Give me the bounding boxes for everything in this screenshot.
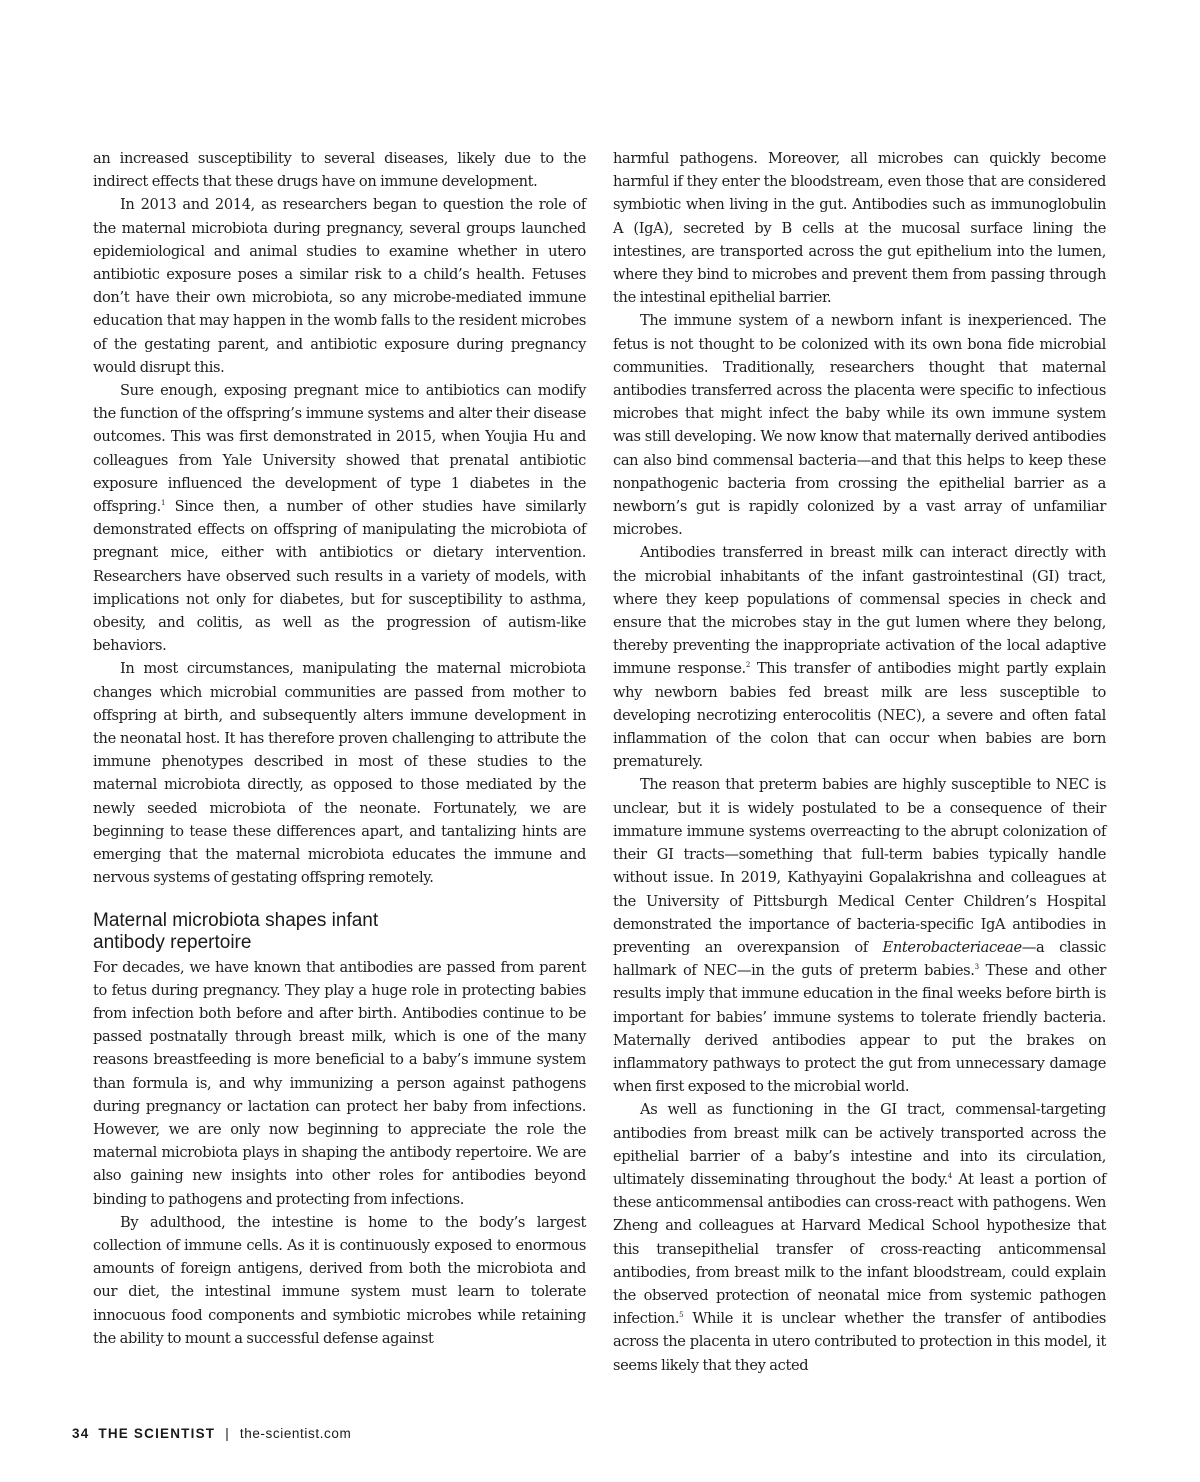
section-heading-line: antibody repertoire — [93, 931, 252, 953]
paragraph: harmful pathogens. Moreover, all microbes can quickly become harmful if they enter the bloodstream, even those that are considered symbiotic when living in the gut. Antibodies such as immunoglobulin A (IgA), secreted by B cells at the mucosal surface lining the intestines, are transported across the gut epithelium into the lumen, where they bind to microbes and prevent them from passing through the intestinal epithelial barrier. — [613, 150, 1106, 307]
paragraph — [613, 773, 1106, 1098]
paragraph: In most circumstances, manipulating the maternal microbiota changes which microbial communities are passed from mother to offspring at birth, and subsequently alters immune development in the neonatal host. It has therefore proven challenging to attribute the immune phenotypes described in most of these studies to the maternal microbiota directly, as opposed to those mediated by the newly seeded microbiota of the neonate. Fortunately, we are beginning to tease these differences apart, and tantalizing hints are emerging that the maternal microbiota educates the immune and nervous systems of gestating offspring remotely. — [93, 660, 586, 887]
reference-marker: 4 — [947, 1171, 952, 1180]
paragraph: The immune system of a newborn infant is inexperienced. The fetus is not thought to be colonized with its own bona fide microbial communities. Traditionally, researchers thought that maternal antibodies transferred across the placenta were specific to infectious microbes that might infect the baby while its own immune system was still developing. We now know that maternally derived antibodies can also bind commensal bacteria—and that this helps to keep these nonpathogenic bacteria from crossing the epithelial barrier as a newborn’s gut is rapidly colonized by a vast array of unfamiliar microbes. — [613, 312, 1106, 539]
reference-marker: 2 — [745, 661, 750, 670]
reference-marker: 1 — [160, 499, 166, 508]
paragraph-text: Antibodies transferred in breast milk can interact directly with the microbial inhabitants of the infant gastrointestinal (GI) tract, where they keep populations of commensal species in check and ensure that the microbes stay in the gut lumen where they belong, thereby preventing the inappropriate activation of the local adaptive immune response. — [613, 544, 1106, 678]
paragraph — [613, 1098, 1106, 1376]
paragraph-text: While it is unclear whether the transfer of antibodies across the placenta in utero contributed to protection in this model, it seems likely that they acted — [613, 1310, 1106, 1374]
paragraph-text: Sure enough, exposing pregnant mice to antibiotics can modify the function of the offspring’s immune systems and alter their disease outcomes. This was first demonstrated in 2015, when Youjia Hu and colleagues from Yale University showed that prenatal antibiotic exposure influenced the development of type 1 diabetes in the offspring. — [93, 382, 586, 516]
italic-term: Enterobacteriaceae — [882, 938, 1022, 956]
paragraph — [93, 379, 586, 657]
paragraph: an increased susceptibility to several diseases, likely due to the indirect effects that these drugs have on immune development. — [93, 150, 586, 191]
page-number: 34 — [72, 1426, 90, 1441]
section-heading — [93, 910, 586, 954]
paragraph-text: This transfer of antibodies might partly explain why newborn babies fed breast milk are less susceptible to developing necrotizing enterocolitis (NEC), a severe and often fatal inflammation of the colon that can occur when babies are born prematurely. — [613, 660, 1106, 771]
paragraph: For decades, we have known that antibodies are passed from parent to fetus during pregnancy. They play a huge role in protecting babies from infection both before and after birth. Antibodies continue to be passed postnatally through breast milk, which is one of the many reasons breastfeeding is more beneficial to a baby’s immune system than formula is, and why immunizing a person against pathogens during pregnancy or lactation can protect her baby from infections. However, we are only now beginning to appreciate the role the maternal microbiota plays in shaping the antibody repertoire. We are also gaining new insights into other roles for antibodies beyond binding to pathogens and protecting from infections. — [93, 958, 586, 1208]
page-footer — [72, 1426, 351, 1441]
paragraph-text: Since then, a number of other studies have similarly demonstrated effects on offspring of manipulating the microbiota of pregnant mice, either with antibiotics or dietary intervention. Researchers have observed such results in a variety of models, with implications not only for diabetes, but for susceptibility to asthma, obesity, and colitis, as well as the progression of autism-like behaviors. — [93, 498, 586, 655]
left-column — [93, 147, 586, 1350]
website-link[interactable]: the-scientist.com — [239, 1426, 352, 1441]
paragraph-text: These and other results imply that immune education in the final weeks before birth is important for babies’ immune systems to tolerate friendly bacteria. Maternally derived antibodies appear to put the brakes on inflammatory pathways to protect the gut from unnecessary damage when first exposed to the microbial world. — [613, 962, 1106, 1096]
magazine-name: THE SCIENTIST — [98, 1426, 216, 1441]
right-column — [613, 147, 1106, 1377]
paragraph-text: As well as functioning in the GI tract, commensal-targeting antibodies from breast milk can be actively transported across the epithelial barrier of a baby’s intestine and into its circulation, ultimately disseminating throughout the body. — [613, 1101, 1106, 1188]
paragraph: By adulthood, the intestine is home to the body’s largest collection of immune cells. As it is continuously exposed to enormous amounts of foreign antigens, derived from both the microbiota and our diet, the intestinal immune system must learn to tolerate innocuous food components and symbiotic microbes while retaining the ability to mount a successful defense against — [93, 1213, 586, 1347]
paragraph-text: The reason that preterm babies are highly susceptible to NEC is unclear, but it is widely postulated to be a consequence of their immature immune systems overreacting to the abrupt colonization of their GI tracts—something that full-term babies typically handle without issue. In 2019, Kathyayini Gopalakrishna and colleagues at the University of Pittsburgh Medical Center Children’s Hospital demonstrated the importance of bacteria-specific IgA antibodies in preventing an overexpansion of — [613, 776, 1106, 956]
paragraph — [613, 541, 1106, 773]
reference-marker: 3 — [974, 963, 979, 972]
paragraph-text: —a classic hallmark of NEC—in the guts of preterm babies. — [613, 938, 1107, 980]
paragraph: In 2013 and 2014, as researchers began to question the role of the maternal microbiota during pregnancy, several groups launched epidemiological and animal studies to examine whether in utero antibiotic exposure poses a similar risk to a child’s health. Fetuses don’t have their own microbiota, so any microbe-mediated immune education that may happen in the womb falls to the resident microbes of the gestating parent, and antibiotic exposure during pregnancy would disrupt this. — [93, 196, 586, 376]
section-heading-line: Maternal microbiota shapes infant — [93, 909, 379, 931]
reference-marker: 5 — [679, 1311, 684, 1320]
footer-separator: | — [225, 1426, 230, 1441]
paragraph-text: At least a portion of these anticommensal antibodies can cross-react with pathogens. Wen Zheng and colleagues at Harvard Medical School hypothesize that this transepithelial transfer of cross-reacting anticommensal antibodies, from breast milk to the infant bloodstream, could explain the observed protection of neonatal mice from systemic pathogen infection. — [613, 1170, 1107, 1328]
